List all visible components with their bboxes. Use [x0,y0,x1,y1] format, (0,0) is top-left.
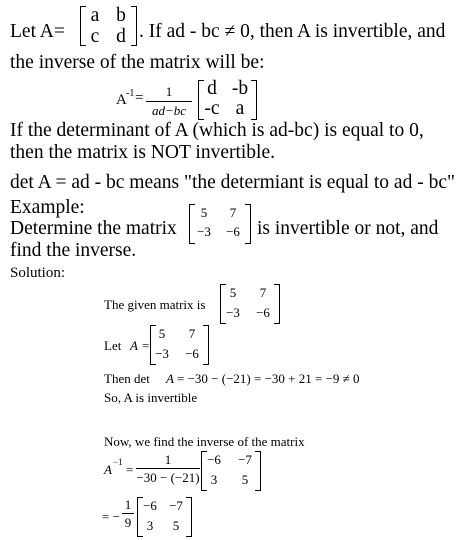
intro-condition: . If ad - bc ≠ 0, then A is invertible, and [139,21,446,42]
det-note-line3: det A = ad - bc means "the determiant is equal to ad - bc" [10,172,455,193]
example-after: is invertible or not, and [257,218,439,239]
intro-line2: the inverse of the matrix will be: [10,52,265,73]
det-note-line2: then the matrix is NOT invertible. [10,142,276,163]
solution-now: Now, we find the inverse of the matrix [104,434,305,449]
solution-so: So, A is invertible [104,390,198,405]
det-note-line1: If the determinant of A (which is ad-bc) is equal to 0, [10,120,424,141]
example-before: Determine the matrix [10,218,177,239]
example-line2: find the inverse. [10,240,137,261]
solution-given-text: The given matrix is [104,297,206,312]
intro-let: Let A= [10,21,65,42]
example-label: Example: [10,197,85,218]
solution-label: Solution: [10,265,66,281]
